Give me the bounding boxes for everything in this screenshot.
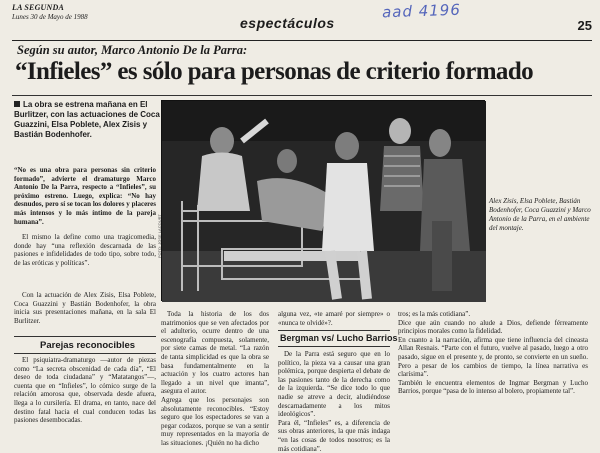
column-2-text: Toda la historia de los dos matrimonios que se ven afectados por el adulterio, ocurre dentro de una escenografía compuesta, solamente, por siete camas de metal. “La razón de tanta simplicidad es que la obra se basa fundamentalmente en la actuación y los cuatro actores han llegado a un nivel que imanta”, asegura el autor. Agrega que los personajes son absolutamente reconocibles. “Estoy seguro que los espectadores se van a pegar codazos, porque se van a sentir muy representados en la mayoría de las situaciones. ¡Quién no ha dicho (161, 310, 269, 447)
photo-credit: FOTO: JOSE LACOURT (157, 214, 162, 258)
column-1-paragraph-2: El mismo la define como una tragicomedia, donde hay “una reflexión descarnada de las pasiones e infidelidades de todo tipo, sobre todo, de las eróticas y políticas”. (14, 233, 156, 267)
lead-text: La obra se estrena mañana en El Burlitzer, con las actuaciones de Coca Guazzini, Elsa Poblete, Alex Zisis y Bastián Bodenhofer. (14, 100, 160, 139)
bullet-square-icon (14, 101, 20, 107)
column-3-top-text: alguna vez, «te amaré por siempre» o «nunca te olvidé»?. (278, 310, 390, 327)
section-label: espectáculos (240, 15, 335, 31)
column-4-text: tros; es la más cotidiana”. Dice que aún cuando no alude a Dios, defiende férreamente principios morales como la fidelidad. En cuanto a la narración, afirma que tiene influencia del cineasta Allan Resnais. “Parte con el futuro, vuelve al pasado, luego a otro pasado, sigue en el presente y, de pronto, se convierte en un sueño. Pero a pesar de los cambios de tiempo, la línea narrativa es clarísima”. También le encuentra elementos de Ingmar Bergman y Lucho Barrios, porque “pasa de lo intenso al bolero, propiamente tal”. (398, 310, 588, 396)
issue-date: Lunes 30 de Mayo de 1988 (12, 13, 88, 21)
article-kicker: Según su autor, Marco Antonio De la Parra: (17, 43, 248, 57)
column-3-text: De la Parra está seguro que en lo político, la pieza va a causar una gran polémica, porque despierta el debate de las pasiones tanto de la derecha como de la izquierda. “Se dice todo lo que nadie se atreve a decir, aludiéndose descarnadamente a los mitos ideológicos”. Para él, “Infieles” es, a diferencia de sus obras anteriores, la que más indaga “en las cosas de todos nosotros; es la más cotidiana”. (278, 350, 390, 453)
subhead-rule (14, 336, 156, 337)
subhead-bergman: Bergman vs/ Lucho Barrios (280, 333, 398, 343)
page-number: 25 (577, 18, 592, 33)
column-1-paragraph-1: “No es una obra para personas sin criterio formado”, advierte el dramaturgo Marco Antonio De la Parra, respecto a “Infieles”, su próximo estreno. Luego, explica: “No hay desnudos, pero sí se tocan los dolores y placeres más intensos y lo más íntimo de la pareja humana”. (14, 166, 156, 226)
column-1-paragraph-3: Con la actuación de Alex Zisis, Elsa Poblete, Coca Guazzini y Bastián Bodenhofer, la obra inicia sus presentaciones mañana, en la sala El Burlitzer. (14, 291, 156, 325)
subhead-rule (278, 330, 390, 331)
subhead-rule (14, 353, 156, 354)
subhead-parejas: Parejas reconocibles (40, 340, 136, 351)
newspaper-name: LA SEGUNDA (12, 3, 65, 12)
article-lead (14, 100, 164, 140)
stage-photo (161, 100, 485, 301)
photo-caption: Alex Zisis, Elsa Poblete, Bastián Bodenhofer, Coca Guazzini y Marco Antonio de la Parra, en el ambiente del montaje. (489, 197, 591, 232)
article-headline: “Infieles” es sólo para personas de criterio formado (15, 58, 534, 85)
handwritten-archive-stamp: aad 4196 (381, 0, 462, 22)
subhead-rule (278, 346, 390, 347)
headline-divider (12, 95, 592, 96)
column-1-paragraph-4: El psiquiatra-dramaturgo —autor de piezas como “La secreta obscenidad de cada día”, “El deseo de toda ciudadana” y “Matatangos”—, cuenta que en “Infieles”, lo cómico surge de la relación amorosa que, observada desde afuera, llega a lo cursilería. El drama, en tanto, nace del destino fatal hacia el cual conducen todas las pasiones desembocadas. (14, 356, 156, 425)
masthead (12, 0, 592, 41)
